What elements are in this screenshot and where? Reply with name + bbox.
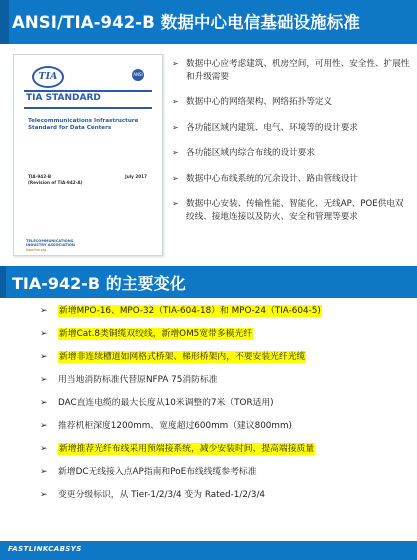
cover-revision: (Revision of TIA-942-A) <box>28 179 83 185</box>
change-text: DAC直连电缆的最大长度从10米调整的7米（TOR适用) <box>58 398 274 408</box>
cover-subtitle: Telecommunications Infrastructure Standard for Data Centers <box>28 118 139 131</box>
arrow-bullet-icon: ➢ <box>40 421 48 431</box>
arrow-bullet-icon: ➢ <box>172 173 179 183</box>
list-item <box>40 373 410 396</box>
standard-cover-image <box>13 54 163 256</box>
arrow-bullet-icon: ➢ <box>172 97 179 106</box>
cover-doc-id: TIA-942-B <box>28 174 52 179</box>
arrow-bullet-icon: ➢ <box>40 490 48 500</box>
arrow-bullet-icon: ➢ <box>40 444 48 454</box>
footer-brand: FASTLINKCABSYS <box>8 545 82 553</box>
change-text: 推荐机柜深度1200mm、宽度超过600mm（建议800mm) <box>58 421 292 431</box>
arrow-bullet-icon: ➢ <box>40 352 48 362</box>
tia-logo: TIA <box>32 66 64 88</box>
list-item: ➢ 数据中心安装、传输性能、智能化、无线AP、POE供电双绞线、接地连接以及防火、安全和管理等要求 <box>172 199 404 222</box>
list-item <box>40 465 410 488</box>
list-item: ➢ 数据中心的网络架构、网络拓扑等定义 <box>172 97 333 107</box>
arrow-bullet-icon: ➢ <box>172 59 179 68</box>
cover-rule-bottom <box>24 107 152 109</box>
list-item: ➢ 各功能区域内综合布线的设计要求 <box>172 148 315 158</box>
change-text: 变更分级标识，从 Tier-1/2/3/4 变为 Rated-1/2/3/4 <box>58 490 266 500</box>
arrow-bullet-icon: ➢ <box>40 467 48 477</box>
arrow-bullet-icon: ➢ <box>40 375 48 385</box>
page-title: ANSI/TIA-942-B 数据中心电信基础设施标准 <box>12 13 360 32</box>
cover-footer-logo-line2: INDUSTRY ASSOCIATION <box>26 243 75 248</box>
arrow-bullet-icon: ➢ <box>172 148 179 157</box>
cover-date: July 2017 <box>125 174 147 179</box>
arrow-bullet-icon: ➢ <box>40 398 48 408</box>
list-item <box>40 327 410 350</box>
arrow-bullet-icon: ➢ <box>40 329 48 339</box>
list-item <box>40 396 410 419</box>
cover-rule-top <box>24 90 152 92</box>
list-item: ➢ 数据中心布线系统的冗余设计、路由管线设计 <box>172 173 358 184</box>
change-text: 新增DC无线接入点AP指南和PoE布线线缆参考标准 <box>58 467 257 477</box>
change-text: 新增非连续槽道如网格式桥架、梯形桥架内，不要安装光纤光缆 <box>59 352 306 362</box>
arrow-bullet-icon: ➢ <box>172 122 179 132</box>
section-title: TIA-942-B 的主要变化 <box>12 274 186 293</box>
cover-footer-logo-line1: TELECOMMUNICATIONS <box>26 239 74 243</box>
arrow-bullet-icon: ➢ <box>40 306 48 316</box>
list-item <box>40 304 410 327</box>
change-text: 用当地消防标准代替原NFPA 75消防标准 <box>58 375 218 385</box>
arrow-bullet-icon: ➢ <box>172 199 179 208</box>
list-item <box>40 442 410 465</box>
cover-standard-label: TIA STANDARD <box>26 93 101 103</box>
overview-list <box>172 58 412 223</box>
cover-footer-url: tiaonline.org <box>26 248 47 252</box>
change-text: 新增Cat.8类铜缆双绞线，新增OM5宽带多模光纤 <box>59 329 253 339</box>
changes-list <box>40 304 410 511</box>
list-item: ➢ 数据中心应考虑建筑、机房空间，可用性、安全性、扩展性和升级需要 <box>172 59 410 82</box>
change-text: 新增推荐光纤布线采用预端接系统，减少安装时间、提高端接质量 <box>59 444 315 454</box>
cover-footer-logo <box>26 239 75 248</box>
change-text: 新增MPO-16、MPO-32（TIA-604-18）和 MPO-24（TIA-604-5) <box>59 306 321 316</box>
header-accent <box>0 0 9 44</box>
list-item <box>40 350 410 373</box>
cover-doc-number <box>28 174 83 185</box>
ansi-logo: ANSI <box>132 69 144 81</box>
list-item <box>40 488 410 511</box>
list-item <box>40 419 410 442</box>
section-accent <box>0 266 6 298</box>
list-item: ➢ 各功能区域内建筑、电气、环境等的设计要求 <box>172 122 358 133</box>
